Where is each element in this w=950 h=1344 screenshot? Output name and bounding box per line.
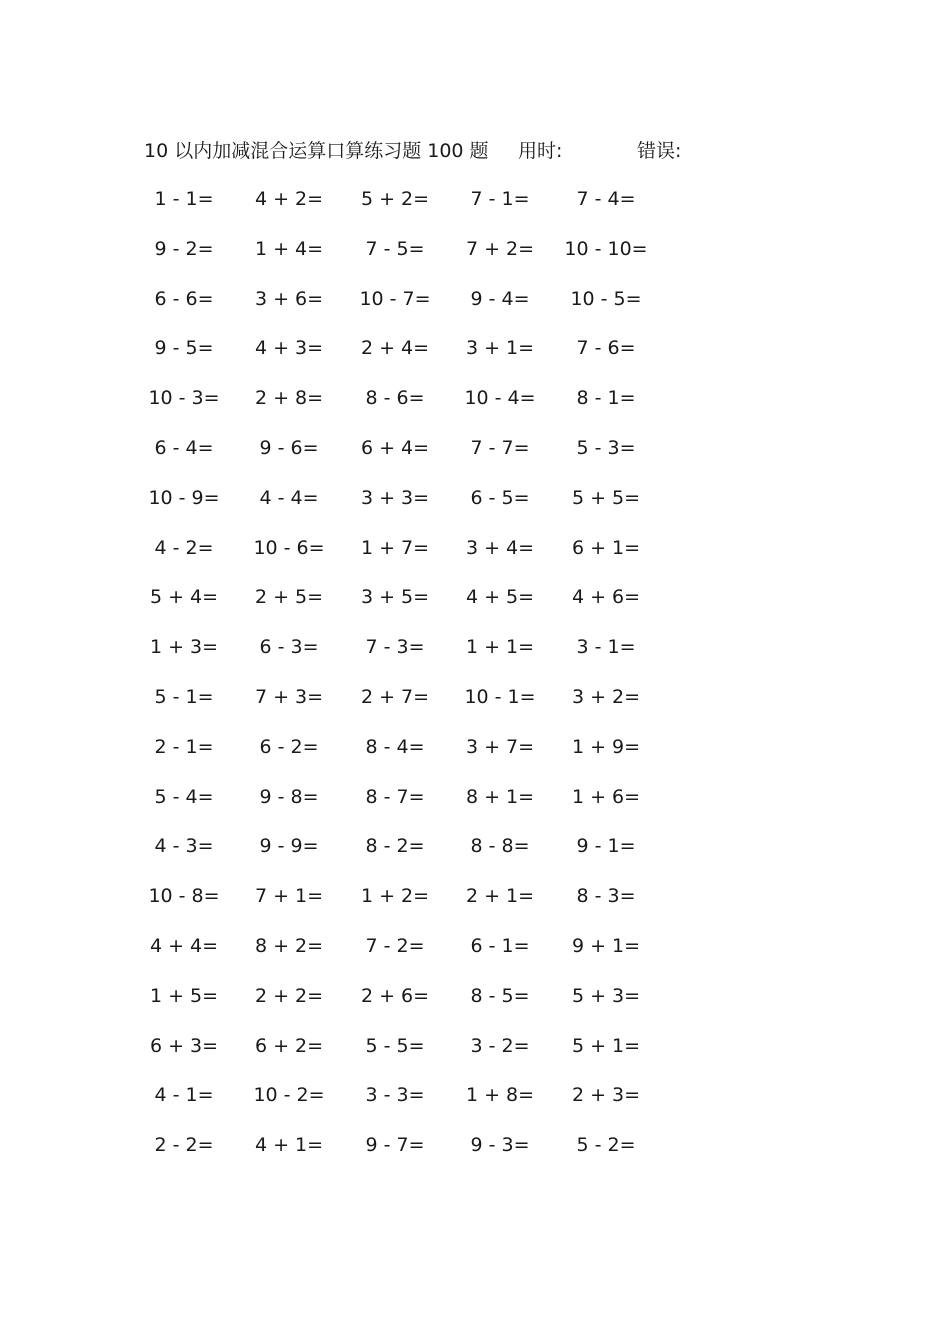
- problem-item: 5 - 4=: [154, 785, 214, 808]
- problem-row: [0, 533, 950, 563]
- problem-item: 1 + 8=: [465, 1084, 535, 1107]
- problem-item: 5 + 4=: [149, 586, 219, 609]
- problem-item: 2 + 2=: [254, 984, 324, 1007]
- problem-item: 7 - 2=: [365, 935, 425, 957]
- problem-item: 1 + 9=: [571, 735, 641, 758]
- problem-item: 3 + 6=: [254, 287, 324, 310]
- problem-item: 9 - 4=: [470, 287, 530, 310]
- problem-item: 4 - 2=: [154, 536, 214, 559]
- problem-item: 8 - 2=: [365, 835, 425, 858]
- problem-item: 6 + 4=: [360, 437, 430, 459]
- problem-row: [0, 1031, 950, 1061]
- problem-item: 6 + 2=: [254, 1034, 324, 1057]
- problem-item: 5 - 3=: [576, 437, 636, 459]
- problem-item: 10 - 4=: [464, 387, 536, 410]
- problem-item: 8 - 4=: [365, 735, 425, 758]
- problem-item: 9 - 9=: [259, 835, 319, 858]
- problem-item: 7 - 5=: [365, 237, 425, 260]
- problem-item: 8 - 1=: [576, 387, 636, 410]
- problem-item: 6 - 4=: [154, 437, 214, 459]
- problem-item: 9 - 8=: [259, 785, 319, 808]
- problem-item: 5 - 5=: [365, 1034, 425, 1057]
- problem-item: 5 + 3=: [571, 984, 641, 1007]
- problem-item: 6 - 3=: [259, 636, 319, 659]
- worksheet-title: 10 以内加减混合运算口算练习题 100 题: [144, 140, 489, 162]
- problem-item: 4 + 1=: [254, 1134, 324, 1157]
- time-used-label: 用时:: [518, 140, 563, 162]
- problem-item: 7 + 1=: [254, 885, 324, 908]
- problem-item: 7 + 3=: [254, 686, 324, 708]
- problem-row: [0, 184, 950, 214]
- problem-item: 3 + 4=: [465, 536, 535, 559]
- problem-item: 9 - 5=: [154, 337, 214, 360]
- problem-item: 8 - 3=: [576, 885, 636, 908]
- problem-item: 6 - 5=: [470, 486, 530, 509]
- problem-item: 3 + 3=: [360, 486, 430, 509]
- problem-item: 4 + 3=: [254, 337, 324, 360]
- problem-row: [0, 582, 950, 612]
- problem-item: 8 - 8=: [470, 835, 530, 858]
- problem-item: 7 - 3=: [365, 636, 425, 659]
- problem-item: 7 - 1=: [470, 188, 530, 210]
- problem-row: [0, 234, 950, 264]
- problem-item: 4 + 4=: [149, 935, 219, 957]
- problem-row: [0, 1080, 950, 1110]
- problem-item: 10 - 1=: [464, 686, 536, 708]
- problem-item: 3 + 7=: [465, 735, 535, 758]
- problem-row: [0, 782, 950, 812]
- problem-row: [0, 284, 950, 314]
- problem-row: [0, 383, 950, 413]
- problem-item: 2 + 1=: [465, 885, 535, 908]
- problem-row: [0, 682, 950, 712]
- problem-item: 1 + 7=: [360, 536, 430, 559]
- problem-row: [0, 981, 950, 1011]
- problem-item: 8 + 1=: [465, 785, 535, 808]
- problem-row: [0, 333, 950, 363]
- problem-item: 5 - 2=: [576, 1134, 636, 1157]
- problem-item: 1 + 1=: [465, 636, 535, 659]
- problem-item: 10 - 10=: [564, 237, 648, 260]
- problem-item: 8 + 2=: [254, 935, 324, 957]
- problem-item: 5 + 1=: [571, 1034, 641, 1057]
- problem-item: 5 + 2=: [360, 188, 430, 210]
- problem-item: 9 - 3=: [470, 1134, 530, 1157]
- problem-item: 8 - 5=: [470, 984, 530, 1007]
- problem-item: 8 - 7=: [365, 785, 425, 808]
- problem-item: 10 - 6=: [253, 536, 325, 559]
- problem-row: [0, 483, 950, 513]
- problem-row: [0, 732, 950, 762]
- problem-row: [0, 831, 950, 861]
- problem-row: [0, 433, 950, 463]
- problem-item: 2 + 7=: [360, 686, 430, 708]
- problem-item: 9 - 1=: [576, 835, 636, 858]
- problem-item: 1 + 3=: [149, 636, 219, 659]
- problem-item: 6 - 2=: [259, 735, 319, 758]
- problem-item: 5 - 1=: [154, 686, 214, 708]
- problem-row: [0, 931, 950, 961]
- problem-item: 2 + 6=: [360, 984, 430, 1007]
- problem-item: 6 - 6=: [154, 287, 214, 310]
- problem-item: 5 + 5=: [571, 486, 641, 509]
- problem-item: 4 - 1=: [154, 1084, 214, 1107]
- problem-item: 6 + 1=: [571, 536, 641, 559]
- problem-item: 4 - 3=: [154, 835, 214, 858]
- problem-item: 8 - 6=: [365, 387, 425, 410]
- problem-item: 9 - 7=: [365, 1134, 425, 1157]
- problem-item: 1 + 4=: [254, 237, 324, 260]
- problem-item: 3 - 3=: [365, 1084, 425, 1107]
- problem-item: 9 - 6=: [259, 437, 319, 459]
- problem-item: 3 + 5=: [360, 586, 430, 609]
- problem-item: 10 - 7=: [359, 287, 431, 310]
- problem-item: 4 + 6=: [571, 586, 641, 609]
- problem-row: [0, 1130, 950, 1160]
- problem-item: 2 - 1=: [154, 735, 214, 758]
- problem-item: 2 + 5=: [254, 586, 324, 609]
- errors-label: 错误:: [637, 140, 682, 162]
- problem-row: [0, 881, 950, 911]
- problem-item: 6 + 3=: [149, 1034, 219, 1057]
- problem-row: [0, 632, 950, 662]
- problem-item: 7 + 2=: [465, 237, 535, 260]
- problem-item: 4 + 5=: [465, 586, 535, 609]
- problem-item: 1 + 2=: [360, 885, 430, 908]
- problem-item: 9 - 2=: [154, 237, 214, 260]
- problem-item: 10 - 2=: [253, 1084, 325, 1107]
- problem-item: 1 - 1=: [154, 188, 214, 210]
- problem-item: 7 - 6=: [576, 337, 636, 360]
- problem-item: 2 - 2=: [154, 1134, 214, 1157]
- problem-item: 1 + 5=: [149, 984, 219, 1007]
- problem-item: 9 + 1=: [571, 935, 641, 957]
- problem-item: 10 - 5=: [570, 287, 642, 310]
- problem-item: 2 + 8=: [254, 387, 324, 410]
- problem-item: 3 - 2=: [470, 1034, 530, 1057]
- problem-item: 3 + 2=: [571, 686, 641, 708]
- problem-item: 7 - 4=: [576, 188, 636, 210]
- problem-item: 4 - 4=: [259, 486, 319, 509]
- problem-item: 4 + 2=: [254, 188, 324, 210]
- problem-item: 10 - 8=: [148, 885, 220, 908]
- problem-item: 3 - 1=: [576, 636, 636, 659]
- problem-item: 2 + 4=: [360, 337, 430, 360]
- problem-item: 10 - 3=: [148, 387, 220, 410]
- problem-item: 10 - 9=: [148, 486, 220, 509]
- problem-item: 1 + 6=: [571, 785, 641, 808]
- problem-item: 6 - 1=: [470, 935, 530, 957]
- problem-item: 3 + 1=: [465, 337, 535, 360]
- problem-item: 7 - 7=: [470, 437, 530, 459]
- problem-item: 2 + 3=: [571, 1084, 641, 1107]
